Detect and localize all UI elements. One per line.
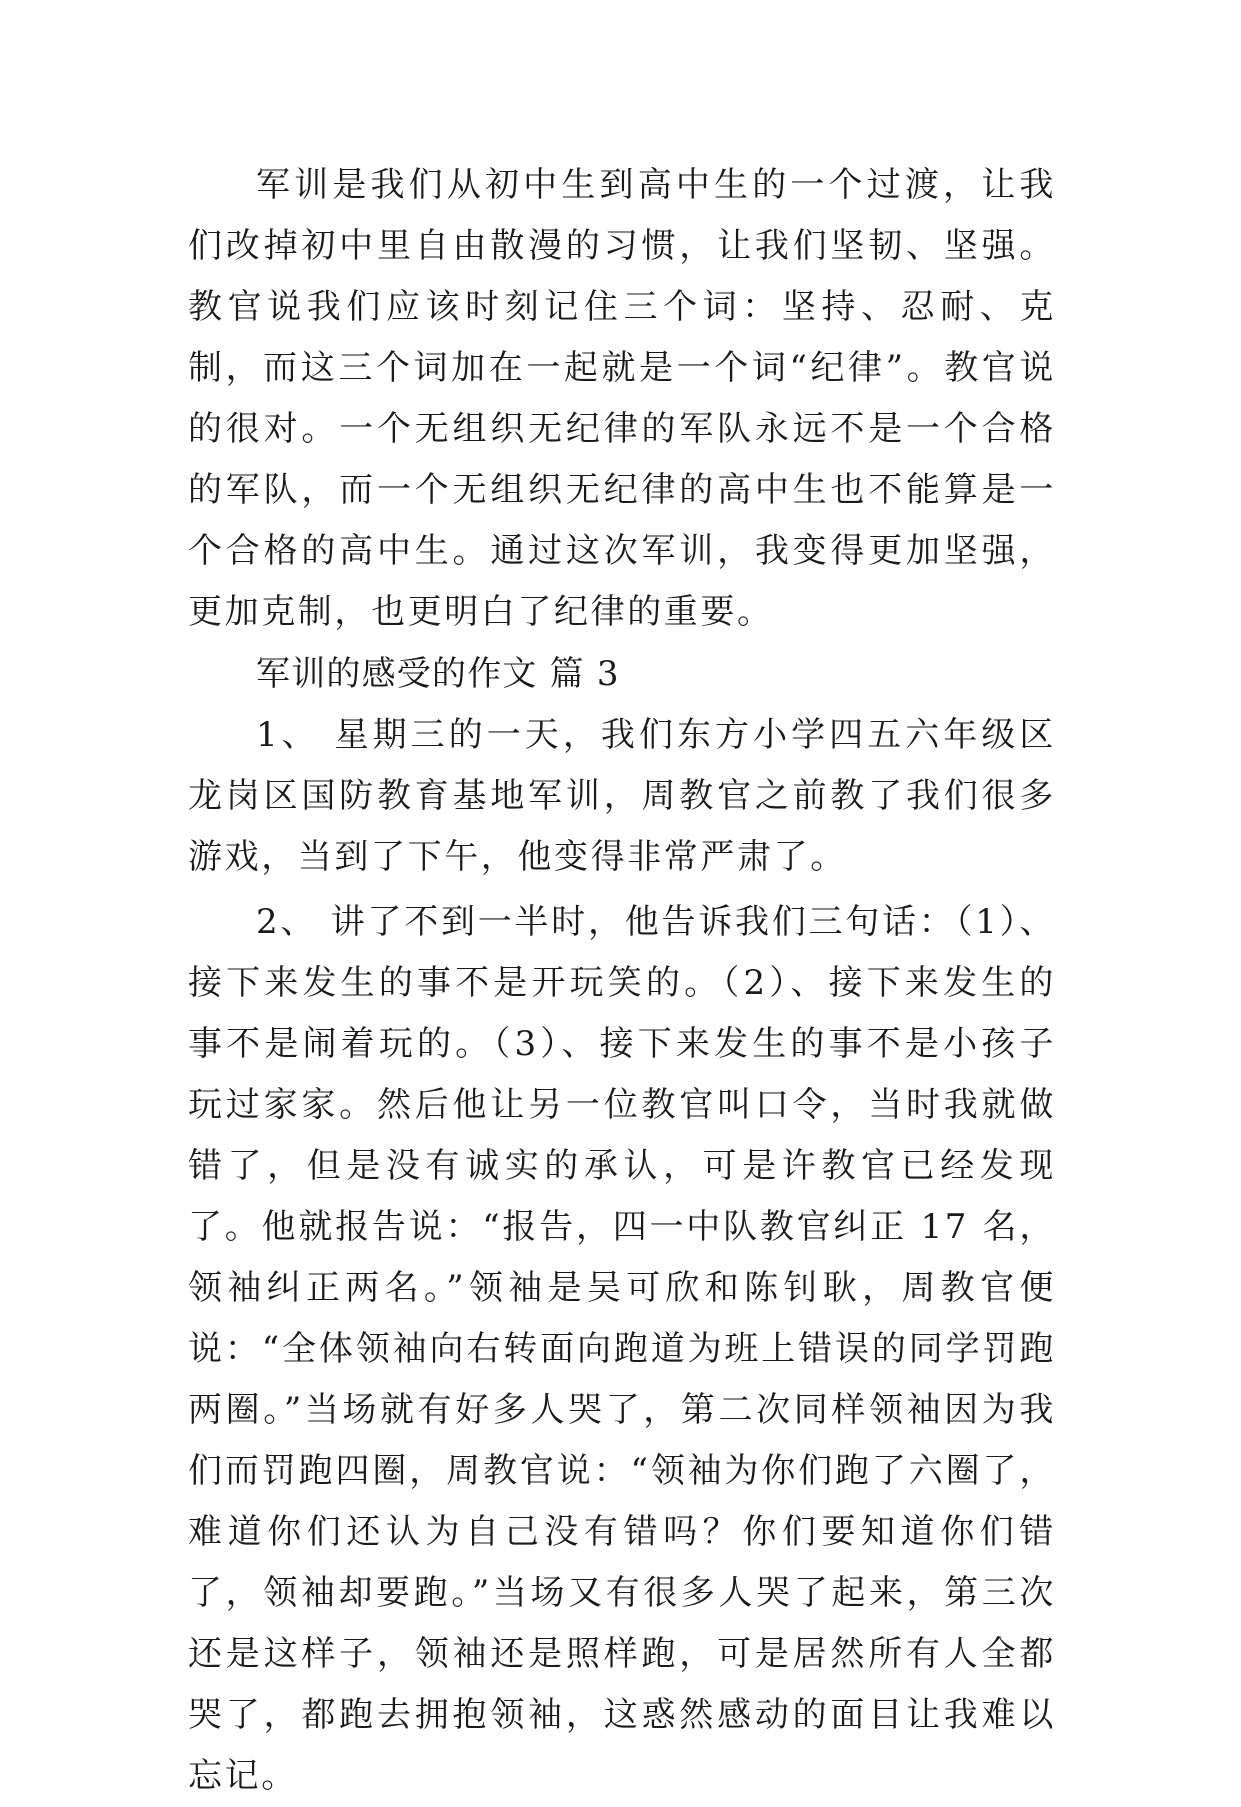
list-item-2: 2、 讲了不到一半时，他告诉我们三句话：（1）、接下来发生的事不是开玩笑的。（2）、接下来发生的事不是闹着玩的。（3）、接下来发生的事不是小孩子玩过家家。然后他让另一位教官叫口令，当时我就做错了，但是没有诚实的承认，可是许教官已经发现了。他就报告说：“报告，四一中队教官纠正 17 名，领袖纠正两名。”领袖是吴可欣和陈钊耿，周教官便说：“全体领袖向右转面向跑道为班上错误的同学罚跑两圈。”当场就有好多人哭了，第二次同样领袖因为我们而罚跑四圈，周教官说：“领袖为你们跑了六圈了，难道你们还认为自己没有错吗？你们要知道你们错了，领袖却要跑。”当场又有很多人哭了起来，第三次还是这样子，领袖还是照样跑，可是居然所有人全都哭了，都跑去拥抱领袖，这惑然感动的面目让我难以忘记。 [188, 902, 1056, 1796]
paragraph-military-training-discipline: 军训是我们从初中生到高中生的一个过渡，让我们改掉初中里自由散漫的习惯，让我们坚韧、坚强。教官说我们应该时刻记住三个词：坚持、忍耐、克制，而这三个词加在一起就是一个词“纪律”。教官说的很对。一个无组织无纪律的军队永远不是一个合格的军队，而一个无组织无纪律的高中生也不能算是一个合格的高中生。通过这次军训，我变得更加坚强，更加克制，也更明白了纪律的重要。 [188, 165, 1056, 632]
document-body [188, 155, 1056, 1807]
list-item-1: 1、 星期三的一天，我们东方小学四五六年级区龙岗区国防教育基地军训，周教官之前教了我们很多游戏，当到了下午，他变得非常严肃了。 [188, 715, 1056, 877]
section-heading: 军训的感受的作文 篇 3 [256, 654, 620, 694]
